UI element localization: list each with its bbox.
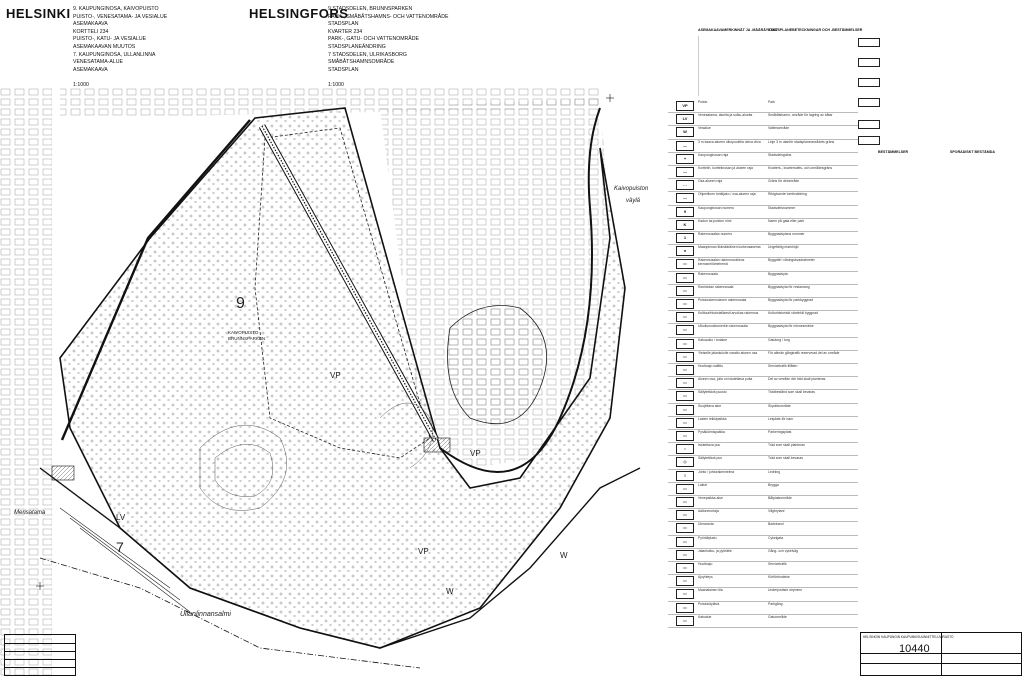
legend-text-sv: Träd som skall bevaras <box>768 456 803 461</box>
side-head: BESTÄMMELSER <box>878 150 909 154</box>
legend-symbol: ▭ <box>676 352 694 362</box>
legend-text-sv: Byggnadsyta för minnesmärke <box>768 324 814 329</box>
district-number-label-2: 7 <box>116 539 124 555</box>
legend-symbol: ▭ <box>676 286 694 296</box>
legend-text-sv: Gång- och cykelväg <box>768 548 798 553</box>
legend-symbol: ▭ <box>676 259 694 269</box>
stamp-rule <box>5 667 75 668</box>
legend-row <box>668 153 858 167</box>
legend-row <box>668 272 858 286</box>
legend-symbol: - - <box>676 180 694 190</box>
legend-text-fi: Laituri <box>698 482 708 487</box>
harbour-label: Merisatama <box>14 510 46 516</box>
street-name-2: väylä <box>626 198 641 204</box>
header-line: 7. KAUPUNGINOSA, ULLANLINNA <box>73 51 156 58</box>
legend-text-sv: Lekplats för barn <box>768 416 794 421</box>
scale-fi: 1:1000 <box>73 82 89 89</box>
legend-text-sv: Byggnadsytans nummer <box>768 232 805 236</box>
legend-symbol: ▭ <box>676 325 694 335</box>
legend-text-fi: Ohjeellinen tonttijako / osa-alueen raja <box>698 192 756 197</box>
legend-text-fi: Huoltoajo <box>698 562 713 566</box>
zoning-map <box>0 88 649 678</box>
header-line: ASEMAKAAVAN MUUTOS <box>73 43 136 50</box>
side-symbol <box>858 38 880 47</box>
legend-text-sv: Körförbindelse <box>768 575 790 580</box>
legend-row <box>668 483 858 497</box>
header-swedish-lines <box>328 6 448 90</box>
legend-text-fi: Pysäköimispaikka <box>698 430 725 434</box>
drawing-number: 10440 <box>899 643 930 655</box>
city-name-fi: HELSINKI <box>6 6 71 21</box>
legend-text-sv: Träd som skall planteras <box>768 443 805 448</box>
legend-symbol: K <box>676 220 694 230</box>
approval-stamp-box <box>4 634 76 676</box>
legend-text-fi: Ravintolan rakennusala <box>698 284 734 289</box>
legend-text-fi: Kaupunginosan numero <box>698 205 735 210</box>
title-block <box>860 632 1022 676</box>
legend-row <box>668 615 858 629</box>
legend-text-fi: Osa-alueen raja <box>698 179 723 184</box>
legend-text-sv: Badstrand <box>768 522 784 527</box>
stamp-rule <box>5 659 75 660</box>
legend-symbol: ▭ <box>676 405 694 415</box>
side-symbol <box>858 98 880 107</box>
legend-preamble <box>698 36 849 96</box>
header-finnish-lines <box>73 6 167 90</box>
legend-text-sv: Servicetrafik tillåten <box>768 364 798 368</box>
legend-text-sv: Skyddsområde <box>768 403 791 408</box>
legend-symbol: 9 <box>676 207 694 217</box>
header-line: PARK-, GATU- OCH VATTENOMRÅDE <box>328 36 419 43</box>
legend-symbol: ▭ <box>676 299 694 309</box>
legend-row <box>668 496 858 510</box>
legend-row <box>668 179 858 193</box>
legend-text-fi: Maanpinnan likimääräinen korkeusasema <box>698 245 761 250</box>
header-line: 9. KAUPUNGINOSA, KAIVOPUISTO <box>73 6 159 12</box>
legend-symbol: ≡ <box>676 471 694 481</box>
legend-symbol: ▭ <box>676 603 694 613</box>
map-legend <box>668 28 1024 628</box>
legend-row <box>668 324 858 338</box>
legend-text-sv: Parkgång <box>768 601 783 606</box>
legend-text-sv: Ungefärlig markhöjd <box>768 245 799 250</box>
legend-text-fi: Ajoyhteys <box>698 575 713 580</box>
legend-text-fi: Puistorakennuksen rakennusala <box>698 298 747 302</box>
legend-symbol: ▭ <box>676 550 694 560</box>
legend-symbol: ▭ <box>676 484 694 494</box>
legend-text-fi: Ulkoilumuistomerkin rakennusala <box>698 324 748 329</box>
legend-row <box>668 417 858 431</box>
legend-row <box>668 140 858 154</box>
legend-symbol: ▭ <box>676 523 694 533</box>
legend-row <box>668 404 858 418</box>
legend-text-fi: Uimaranta <box>698 522 714 527</box>
header-line: SMÅBÅTSHAMNSOMRÅDE <box>328 59 395 66</box>
legend-symbol: ▭ <box>676 563 694 573</box>
side-symbol <box>858 136 880 145</box>
legend-symbol: ▭ <box>676 339 694 349</box>
legend-text-fi: Rakennusala <box>698 271 718 276</box>
header-line: KVARTER 234 <box>328 28 363 35</box>
legend-symbol: ▭ <box>676 576 694 586</box>
legend-text-fi: Puistokäytävä <box>698 601 720 606</box>
header-line: ASEMAKAAVA <box>73 66 108 73</box>
legend-text-fi: Suojeltava alue <box>698 403 722 408</box>
legend-symbol: ▭ <box>676 312 694 322</box>
legend-row <box>668 509 858 523</box>
legend-text-sv: Gatutorg / torg <box>768 337 790 342</box>
zone-label: W <box>560 551 568 560</box>
legend-text-sv: För allmän gångtrafik reserverad del av område <box>768 350 840 355</box>
legend-row <box>668 351 858 365</box>
legend-text-sv: Park <box>768 100 775 104</box>
legend-text-fi: Huoltoajo sallittu <box>698 364 723 368</box>
legend-text-sv: Cykelgata <box>768 535 784 540</box>
header-finnish <box>6 6 71 21</box>
header-line: STADSPLAN <box>328 66 359 73</box>
legend-text-fi: Vesialue <box>698 126 711 131</box>
scale-sv: 1:1000 <box>328 82 344 89</box>
header-line: PARK-, SMÅBÅTSHAMNS- OCH VATTENOMRÅDE <box>328 13 449 20</box>
side-symbol <box>858 78 880 87</box>
legend-text-fi: Jalankulku- ja pyörätie <box>698 548 732 553</box>
legend-text-sv: Ledning <box>768 469 781 474</box>
legend-row <box>668 258 858 272</box>
legend-text-fi: 3 m kaava-alueen ulkopuolella oleva viiva <box>698 139 761 144</box>
header-line: ASEMAKAAVA <box>73 21 108 28</box>
legend-symbol: — <box>676 141 694 151</box>
legend-row <box>668 338 858 352</box>
legend-row <box>668 588 858 602</box>
zone-label: VP <box>330 371 341 380</box>
header-line: PUISTO-, VENESATAMA- JA VESIALUE <box>73 13 168 20</box>
park-name-sv: BRUNNSPARKEN <box>228 336 266 341</box>
legend-symbol: ▭ <box>676 616 694 626</box>
legend-text-sv: Namn på gata eller park <box>768 218 805 223</box>
title-block-label: HELSINGIN KAUPUNGIN KAUPUNKISUUNNITTELUVIRASTO <box>863 635 954 639</box>
legend-text-fi: Korttelin, korttelinosan ja alueen raja <box>698 166 753 170</box>
legend-row <box>668 430 858 444</box>
header-line: PUISTO-, KATU- JA VESIALUE <box>73 36 147 43</box>
legend-row <box>668 390 858 404</box>
legend-text-sv: Stadsdelsnummer <box>768 205 796 210</box>
legend-text-sv: Kvarters-, kvartersdels- och områdesgräns <box>768 166 833 170</box>
legend-text-sv: Byggnadsyta <box>768 271 788 276</box>
legend-row <box>668 166 858 180</box>
legend-symbol: ▭ <box>676 537 694 547</box>
legend-symbol: ▭ <box>676 418 694 428</box>
header-line: VENESATAMA-ALUE <box>73 59 123 66</box>
legend-row <box>668 456 858 470</box>
legend-text-fi: Kulttuurihistoriallisesti arvokas rakennus <box>698 311 759 316</box>
legend-row <box>668 364 858 378</box>
legend-row <box>668 549 858 563</box>
legend-text-sv: Gräns för delområde <box>768 179 800 184</box>
legend-symbol: ▭ <box>676 378 694 388</box>
legend-row <box>668 219 858 233</box>
legend-text-sv: Brygga <box>768 482 779 487</box>
legend-row <box>668 562 858 576</box>
legend-row <box>668 536 858 550</box>
legend-text-fi: Kaupunginosan raja <box>698 152 729 157</box>
legend-head-sv: STADSPLANEBETECKNINGAR OCH -BESTÄMMELSER <box>768 28 863 32</box>
legend-text-fi: Säilytettävä puu <box>698 456 723 461</box>
legend-text-fi: Aallonmurtaja <box>698 509 719 514</box>
legend-text-sv: Vågbrytare <box>768 509 785 514</box>
legend-symbol: ▭ <box>676 273 694 283</box>
legend-text-sv: Underjordiskt utrymme <box>768 588 803 593</box>
street-name: Kaivopuiston <box>614 186 649 192</box>
legend-text-fi: Maanalainen tila <box>698 588 723 593</box>
legend-row <box>668 113 858 127</box>
legend-symbol: — <box>676 167 694 177</box>
zone-label: VP <box>470 449 481 458</box>
legend-row <box>668 206 858 220</box>
strait-label: Ullanlinnansalmi <box>180 611 231 618</box>
legend-text-fi: Puisto <box>698 100 708 104</box>
legend-text-sv: Stadsdelsgräns <box>768 152 792 157</box>
district-number-label: 9 <box>236 295 245 312</box>
legend-text-fi: Venepaikka-alue <box>698 496 724 500</box>
legend-symbol: ▭ <box>676 391 694 401</box>
header-line: STADSPLANEÄNDRING <box>328 43 386 50</box>
legend-row <box>668 311 858 325</box>
legend-text-fi: Rakennusalan numero <box>698 232 733 236</box>
legend-text-sv: Del av område där träd skall planteras <box>768 377 826 382</box>
legend-text-fi: Istutettava puu <box>698 443 721 448</box>
legend-row <box>668 245 858 259</box>
legend-row <box>668 602 858 616</box>
legend-text-fi: Rakennusalan rakennusoikeus kerrosneliömetreinä <box>698 258 745 267</box>
side-head-2: SPORADISKT BESTÄMDA <box>950 150 995 154</box>
legend-row <box>668 575 858 589</box>
harbour-building <box>52 466 74 480</box>
legend-text-sv: Gatuområde <box>768 614 787 619</box>
side-symbol <box>858 120 880 129</box>
legend-text-sv: Byggrätt i våningskvadratmeter <box>768 258 815 263</box>
legend-symbol: LV <box>676 114 694 124</box>
legend-text-sv: Riktgivande tomtindelning <box>768 192 807 197</box>
legend-symbol: ▭ <box>676 510 694 520</box>
legend-row <box>668 192 858 206</box>
legend-head-fi: ASEMAKAAVAMERKINNÄT JA -MÄÄRÄYKSET <box>698 28 778 32</box>
legend-symbol: + <box>676 154 694 164</box>
legend-row <box>668 285 858 299</box>
legend-text-sv: Trädbestånd som skall bevaras <box>768 390 815 395</box>
legend-row <box>668 470 858 484</box>
header-line: STADSPLAN <box>328 21 359 28</box>
legend-text-sv: Kulturhistoriskt värdefull byggnad <box>768 311 818 316</box>
left-city-blocks <box>0 88 52 678</box>
stamp-rule <box>5 643 75 644</box>
legend-row <box>668 232 858 246</box>
legend-text-fi: Venesatama, alueita ja sulku-alueita <box>698 113 753 118</box>
header-line: 9 STADSDELEN, BRUNNSPARKEN <box>328 6 413 12</box>
legend-symbol: ○ <box>676 444 694 454</box>
legend-text-sv: Parkeringsplats <box>768 430 792 434</box>
zone-label: VP <box>418 547 429 556</box>
legend-row <box>668 377 858 391</box>
legend-row <box>668 443 858 457</box>
legend-text-fi: Johto / johtorakennelma <box>698 469 735 474</box>
legend-symbol: 1 <box>676 233 694 243</box>
side-symbol <box>858 58 880 67</box>
stamp-rule <box>5 651 75 652</box>
legend-text-fi: Alueen osa, jolla on istutettava puita <box>698 377 753 382</box>
legend-text-fi: Katuaukio / torialue <box>698 337 728 342</box>
legend-text-fi: Pyöräilykatu <box>698 535 717 540</box>
legend-symbol: — <box>676 193 694 203</box>
legend-symbol: ◎ <box>676 457 694 467</box>
header-line: KORTTELI 234 <box>73 28 109 35</box>
legend-text-sv: Båtplatsområde <box>768 496 792 500</box>
legend-symbol: ▭ <box>676 365 694 375</box>
legend-text-sv: Byggnadsyta för parkbyggnad <box>768 298 814 302</box>
legend-text-sv: Linje 3 m utanför stadsplaneområdets gräns <box>768 139 835 144</box>
legend-text-fi: Katualue <box>698 614 712 619</box>
title-block-rule <box>941 633 942 675</box>
legend-symbol: ▭ <box>676 431 694 441</box>
legend-row <box>668 522 858 536</box>
legend-symbol: ▭ <box>676 497 694 507</box>
legend-symbol: VP <box>676 101 694 111</box>
legend-text-sv: Byggnadsyta för restaurang <box>768 284 810 289</box>
legend-text-sv: Servicetrafik <box>768 562 787 566</box>
header-line: 7 STADSDELEN, ULRIKASBORG <box>328 51 407 58</box>
zone-label: W <box>446 587 454 596</box>
city-name-sv: HELSINGFORS <box>249 6 349 21</box>
legend-text-fi: Kadun tai puiston nimi <box>698 218 732 223</box>
park-name-fi: KAIVOPUISTO <box>228 330 259 335</box>
legend-symbol: ▭ <box>676 589 694 599</box>
zone-label: LV <box>116 513 126 522</box>
legend-row <box>668 126 858 140</box>
legend-text-fi: Säilytettävä puusto <box>698 390 727 395</box>
legend-text-fi: Lasten leikkipaikka <box>698 416 727 421</box>
legend-symbol: ± <box>676 246 694 256</box>
legend-rule <box>668 627 858 628</box>
legend-symbol: W <box>676 127 694 137</box>
legend-text-sv: Småbåtshamn, område för lagring av båtar <box>768 113 833 118</box>
legend-text-sv: Vattenområde <box>768 126 790 131</box>
legend-row <box>668 100 858 114</box>
legend-row <box>668 298 858 312</box>
legend-text-fi: Yleiselle jalankululle varattu alueen osa <box>698 350 758 355</box>
